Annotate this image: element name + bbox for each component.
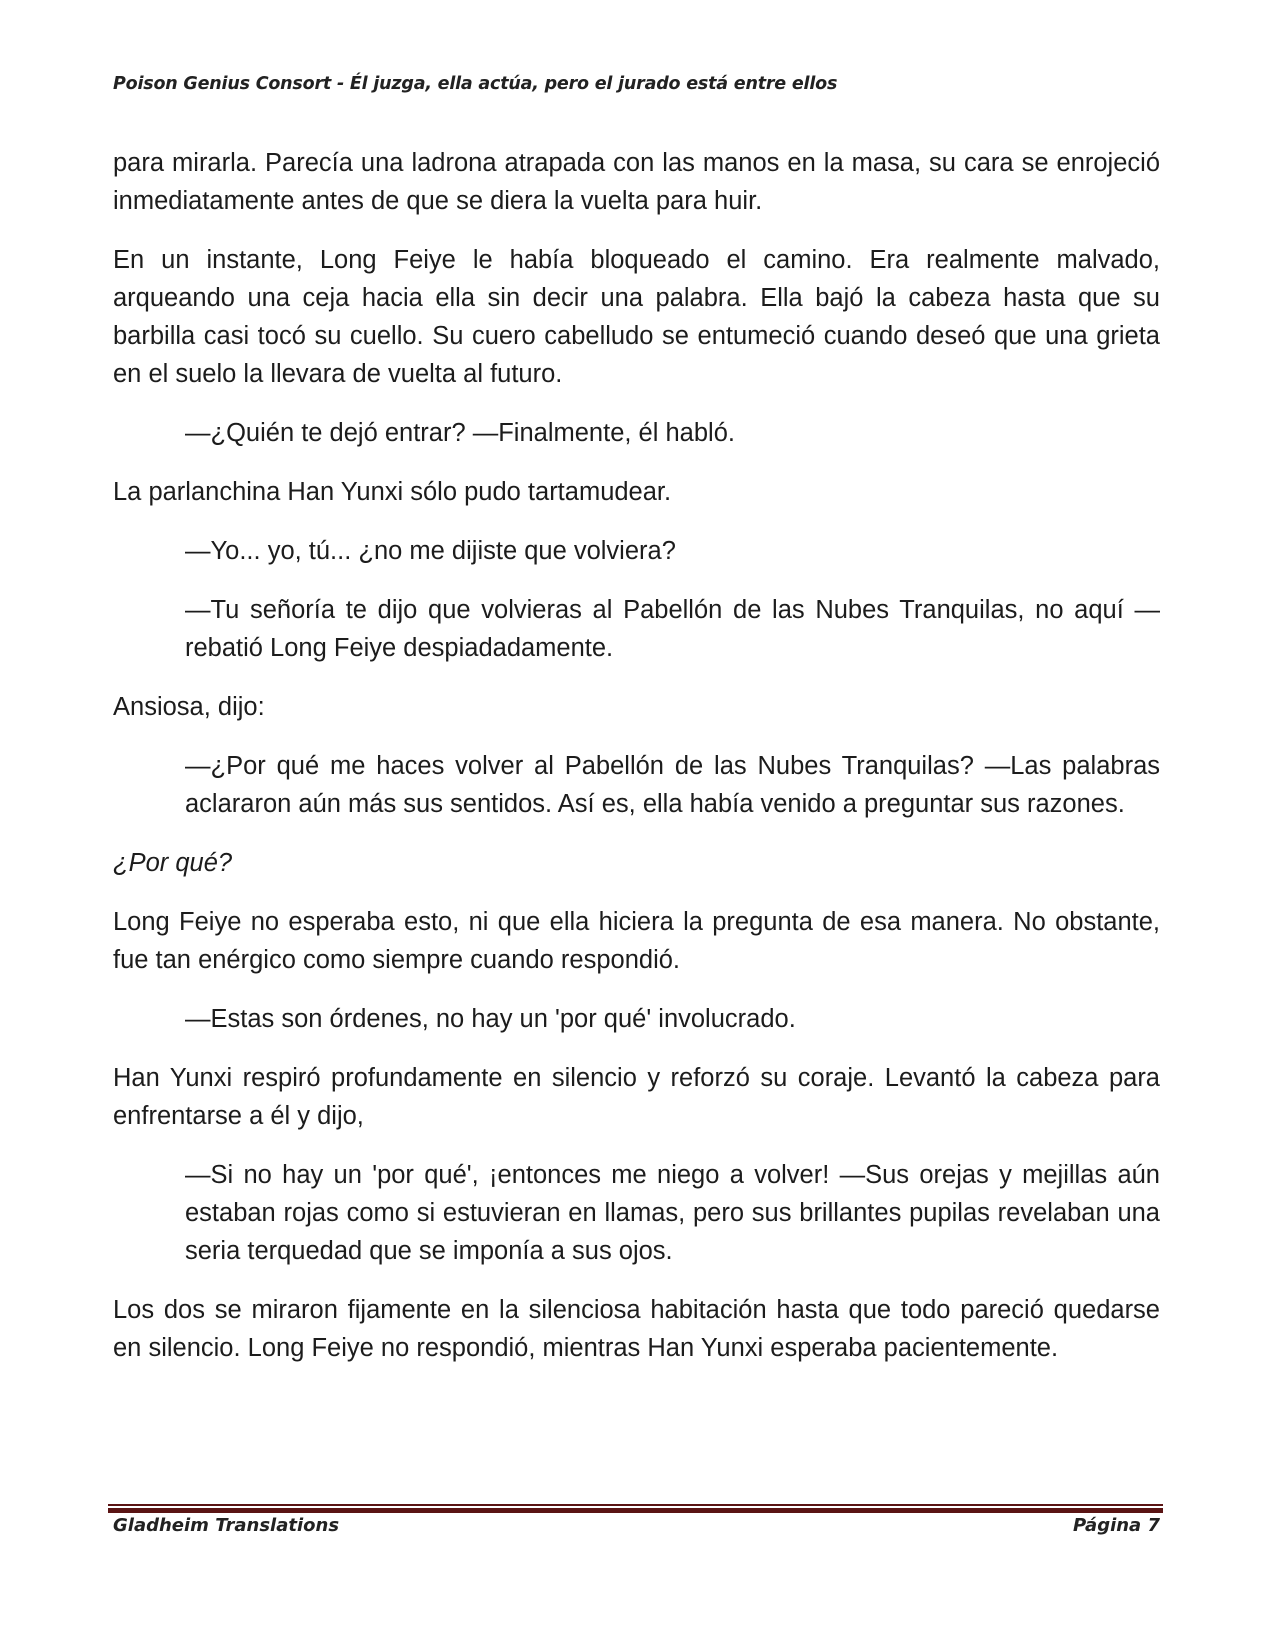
footer-divider-thick-line <box>108 1508 1163 1513</box>
paragraph: Long Feiye no esperaba esto, ni que ella hiciera la pregunta de esa manera. No obstante, fue tan enérgico como siempre cuando respondió. <box>113 908 1160 974</box>
dialogue-paragraph: —Yo... yo, tú... ¿no me dijiste que volviera? <box>185 537 676 565</box>
page-footer <box>113 1515 1160 1536</box>
footer-divider-thin-line <box>108 1504 1163 1506</box>
paragraph: La parlanchina Han Yunxi sólo pudo tartamudear. <box>113 478 672 506</box>
footer-page-number: Página 7 <box>1073 1515 1160 1536</box>
dialogue-paragraph: —Estas son órdenes, no hay un 'por qué' involucrado. <box>185 1005 796 1033</box>
paragraph: En un instante, Long Feiye le había bloqueado el camino. Era realmente malvado, arqueando una ceja hacia ella sin decir una palabra. Ella bajó la cabeza hasta que su barbilla casi tocó su cuello. Su cuero cabelludo se entumeció cuando deseó que una grieta en el suelo la llevara de vuelta al futuro. <box>113 246 1160 388</box>
dialogue-paragraph: —¿Por qué me haces volver al Pabellón de las Nubes Tranquilas? —Las palabras aclararon aún más sus sentidos. Así es, ella había venido a preguntar sus razones. <box>185 752 1160 818</box>
italic-thought: ¿Por qué? <box>113 849 233 877</box>
paragraph: Los dos se miraron fijamente en la silenciosa habitación hasta que todo pareció quedarse en silencio. Long Feiye no respondió, mientras Han Yunxi esperaba pacientemente. <box>113 1296 1160 1362</box>
dialogue-paragraph: —¿Quién te dejó entrar? —Finalmente, él habló. <box>185 419 735 447</box>
page-header-title: Poison Genius Consort - Él juzga, ella actúa, pero el jurado está entre ellos <box>113 74 838 94</box>
dialogue-paragraph: —Si no hay un 'por qué', ¡entonces me niego a volver! —Sus orejas y mejillas aún estaban rojas como si estuvieran en llamas, pero sus brillantes pupilas revelaban una seria terquedad que se imponía a sus ojos. <box>185 1161 1160 1265</box>
paragraph: Han Yunxi respiró profundamente en silencio y reforzó su coraje. Levantó la cabeza para enfrentarse a él y dijo, <box>113 1064 1160 1130</box>
paragraph: para mirarla. Parecía una ladrona atrapada con las manos en la masa, su cara se enrojeció inmediatamente antes de que se diera la vuelta para huir. <box>113 149 1160 215</box>
paragraph: Ansiosa, dijo: <box>113 693 265 721</box>
footer-divider <box>108 1504 1163 1513</box>
page-body <box>113 144 1160 1388</box>
footer-publisher: Gladheim Translations <box>113 1515 340 1536</box>
dialogue-paragraph: —Tu señoría te dijo que volvieras al Pabellón de las Nubes Tranquilas, no aquí —rebatió Long Feiye despiadadamente. <box>185 596 1160 662</box>
